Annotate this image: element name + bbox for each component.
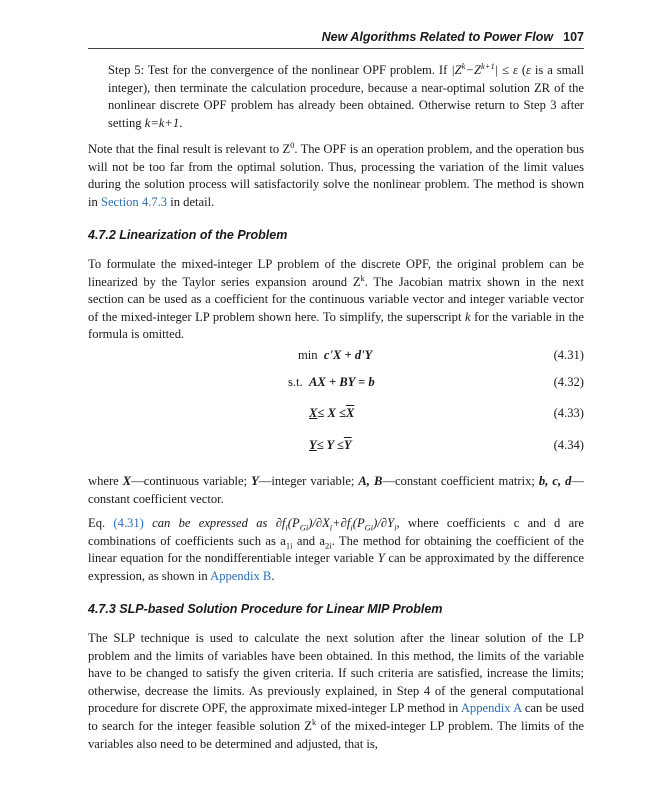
eq-para-text-9: and a xyxy=(292,533,326,548)
eq-4-33-upper: $\overline{X}$ xyxy=(345,406,355,420)
para-472-sup-k: k xyxy=(360,272,365,283)
eq-4-31-expr: c'X + d'Y xyxy=(323,348,373,362)
note-paragraph xyxy=(88,141,584,211)
eq-4-34-lower: Y xyxy=(309,438,317,452)
eq-4-34-number: (4.34) xyxy=(553,438,584,452)
para-472-text-2: . The Jacobian matrix shown in the next section can be used as a coefficient for the continuous variable vector and integer variable vector of the mixed-integer LP problem shown here. To simplify, the superscript xyxy=(88,274,584,324)
eq-para-sub-5: Gi xyxy=(364,522,374,533)
note-text-2: . The OPF is an operation problem, and the operation bus will not be too far from the optimal solution. Thus, processing the variation of the limit values during the solution process will satisfactorily solve the nonlinear problem. The method is shown in xyxy=(88,142,584,209)
eq-para-text-7: )/∂Y xyxy=(373,516,395,530)
page-number: 107 xyxy=(563,30,584,44)
para-472-text-3: for the variable in the formula is omitted. xyxy=(88,309,584,342)
where-bcd-def: —constant coefficient vector. xyxy=(88,474,584,506)
appendix-b-link[interactable]: Appendix B xyxy=(210,568,272,583)
step5-setting: k=k+1 xyxy=(144,115,180,130)
eq-para-sub-4: i xyxy=(350,522,353,533)
header-rule xyxy=(88,48,584,49)
equation-4-32 xyxy=(88,375,584,393)
eq-para-sub-2i: 2i xyxy=(325,540,332,551)
eq-4-32-prefix: s.t. xyxy=(288,375,303,389)
section-472-heading: 4.7.2 Linearization of the Problem xyxy=(88,228,288,242)
eq-4-33-mid: ≤ X ≤ xyxy=(317,406,346,420)
step5-text-4: . xyxy=(179,115,183,130)
para-473 xyxy=(88,630,584,753)
eq-para-sub-6: i xyxy=(394,522,397,533)
appendix-a-link[interactable]: Appendix A xyxy=(460,701,522,716)
equation-4-33 xyxy=(88,406,584,424)
where-bcd: b, c, d xyxy=(538,474,572,488)
section-473-link[interactable]: Section 4.7.3 xyxy=(100,194,168,209)
where-ab-def: —constant coefficient matrix; xyxy=(382,474,539,488)
eq-para-text-8: , where coefficients c and d are combinations of coefficients such as a xyxy=(88,516,584,548)
where-paragraph: where X—continuous variable; Y—integer variable; A, B—constant coefficient matrix; b, c, d—constant coefficient vector. xyxy=(88,474,584,506)
equation-4-34 xyxy=(88,438,584,456)
step5-le: ≤ xyxy=(498,63,513,77)
eq-para-text-3: (P xyxy=(287,516,300,530)
eq-4-32-expr: AX + BY = b xyxy=(309,375,375,389)
eq-para-text-11: can be approximated by the difference expression, as shown in xyxy=(88,551,585,583)
step5-sup-k1: k+1 xyxy=(480,60,495,71)
where-x: X xyxy=(122,474,132,488)
section-473-heading: 4.7.3 SLP-based Solution Procedure for Linear MIP Problem xyxy=(88,602,443,616)
eq-para-sub-2: Gi xyxy=(299,522,309,533)
eq-4-31-prefix: min xyxy=(298,348,318,362)
eq-explanation-paragraph xyxy=(88,515,584,585)
eq-4-32-number: (4.32) xyxy=(553,375,584,389)
eq-para-text-4: )/∂X xyxy=(308,516,330,530)
where-y-def: —integer variable; xyxy=(258,474,359,488)
para-473-text-1: The SLP technique is used to calculate the next solution after the linear solution of the LP problem and the limits of variables have been obtained. In this method, the limits of the variable have to be changed to satisfy the given criteria. If such criteria are satisfied, increase the limits; otherwise, decrease the limits. As previously explained, in Step 4 of the general computational procedure for discrete OPF, the approximate mixed-integer LP method in xyxy=(88,631,584,716)
running-header xyxy=(88,30,584,44)
para-473-text-3: of the mixed-integer LP problem. The limits of the variables also need to be determined and adjusted, that is, xyxy=(88,718,585,751)
eq-4-31-number: (4.31) xyxy=(553,348,584,362)
eq-para-sub-3: i xyxy=(329,522,333,533)
para-472-k: k xyxy=(464,309,471,324)
eq-para-sub-1: i xyxy=(285,522,288,533)
eq-para-sub-1i: 1i xyxy=(285,540,293,551)
step5-text-1: Step 5: Test for the convergence of the nonlinear OPF problem. If xyxy=(108,63,452,77)
eq-4-33-number: (4.33) xyxy=(553,406,584,420)
note-sup-0: 0 xyxy=(290,139,295,150)
step5-abs-close: | xyxy=(494,63,499,77)
note-text-1: Note that the final result is relevant to Z xyxy=(88,142,291,156)
eq-para-y: Y xyxy=(377,551,385,566)
eq-4-31-link[interactable]: (4.31) xyxy=(113,516,144,530)
step5-minus-z: −Z xyxy=(465,63,481,77)
where-y: Y xyxy=(251,474,259,488)
step5-text-2: ( xyxy=(517,63,527,77)
equation-4-31 xyxy=(88,348,584,366)
eq-4-33-lower: X xyxy=(309,406,318,420)
note-text-3: in detail. xyxy=(167,194,215,209)
eq-para-text-6: (P xyxy=(352,516,365,530)
step5-abs-open: |Z xyxy=(451,63,462,77)
step5-epsilon-1: ε xyxy=(512,63,518,77)
step5-sup-k: k xyxy=(461,60,466,71)
step5-text-3: is a small integer), then terminate the calculation procedure, because a near-optimal solution ZR of the nonlinear discrete OPF problem has already been obtained. Otherwise return to Step 3 after setting xyxy=(108,63,584,130)
para-472-text-1: To formulate the mixed-integer LP problem of the discrete OPF, the original problem can be linearized by the Taylor series expansion around Z xyxy=(88,257,584,289)
where-ab: A, B xyxy=(358,474,383,488)
step5-paragraph xyxy=(108,62,584,132)
para-472 xyxy=(88,256,584,344)
eq-para-text-10: . The method for obtaining the coefficient of the linear equation for the nondifferentiable integer variable xyxy=(88,533,584,566)
step5-epsilon-2: ε xyxy=(526,63,531,77)
eq-4-34-upper: $\overline{Y}$ xyxy=(343,438,352,452)
header-title: New Algorithms Related to Power Flow xyxy=(321,30,554,44)
eq-para-text-1: Eq. xyxy=(88,516,114,530)
eq-4-34-mid: ≤ Y ≤ xyxy=(316,438,344,452)
eq-para-text-5: +∂f xyxy=(332,516,351,530)
para-473-text-2: can be used to search for the integer feasible solution Z xyxy=(88,701,584,733)
where-x-def: —continuous variable; xyxy=(131,474,252,488)
eq-para-text-12: . xyxy=(271,568,275,583)
para-473-sup-k: k xyxy=(311,716,317,727)
eq-para-text-2: can be expressed as ∂f xyxy=(143,516,286,530)
